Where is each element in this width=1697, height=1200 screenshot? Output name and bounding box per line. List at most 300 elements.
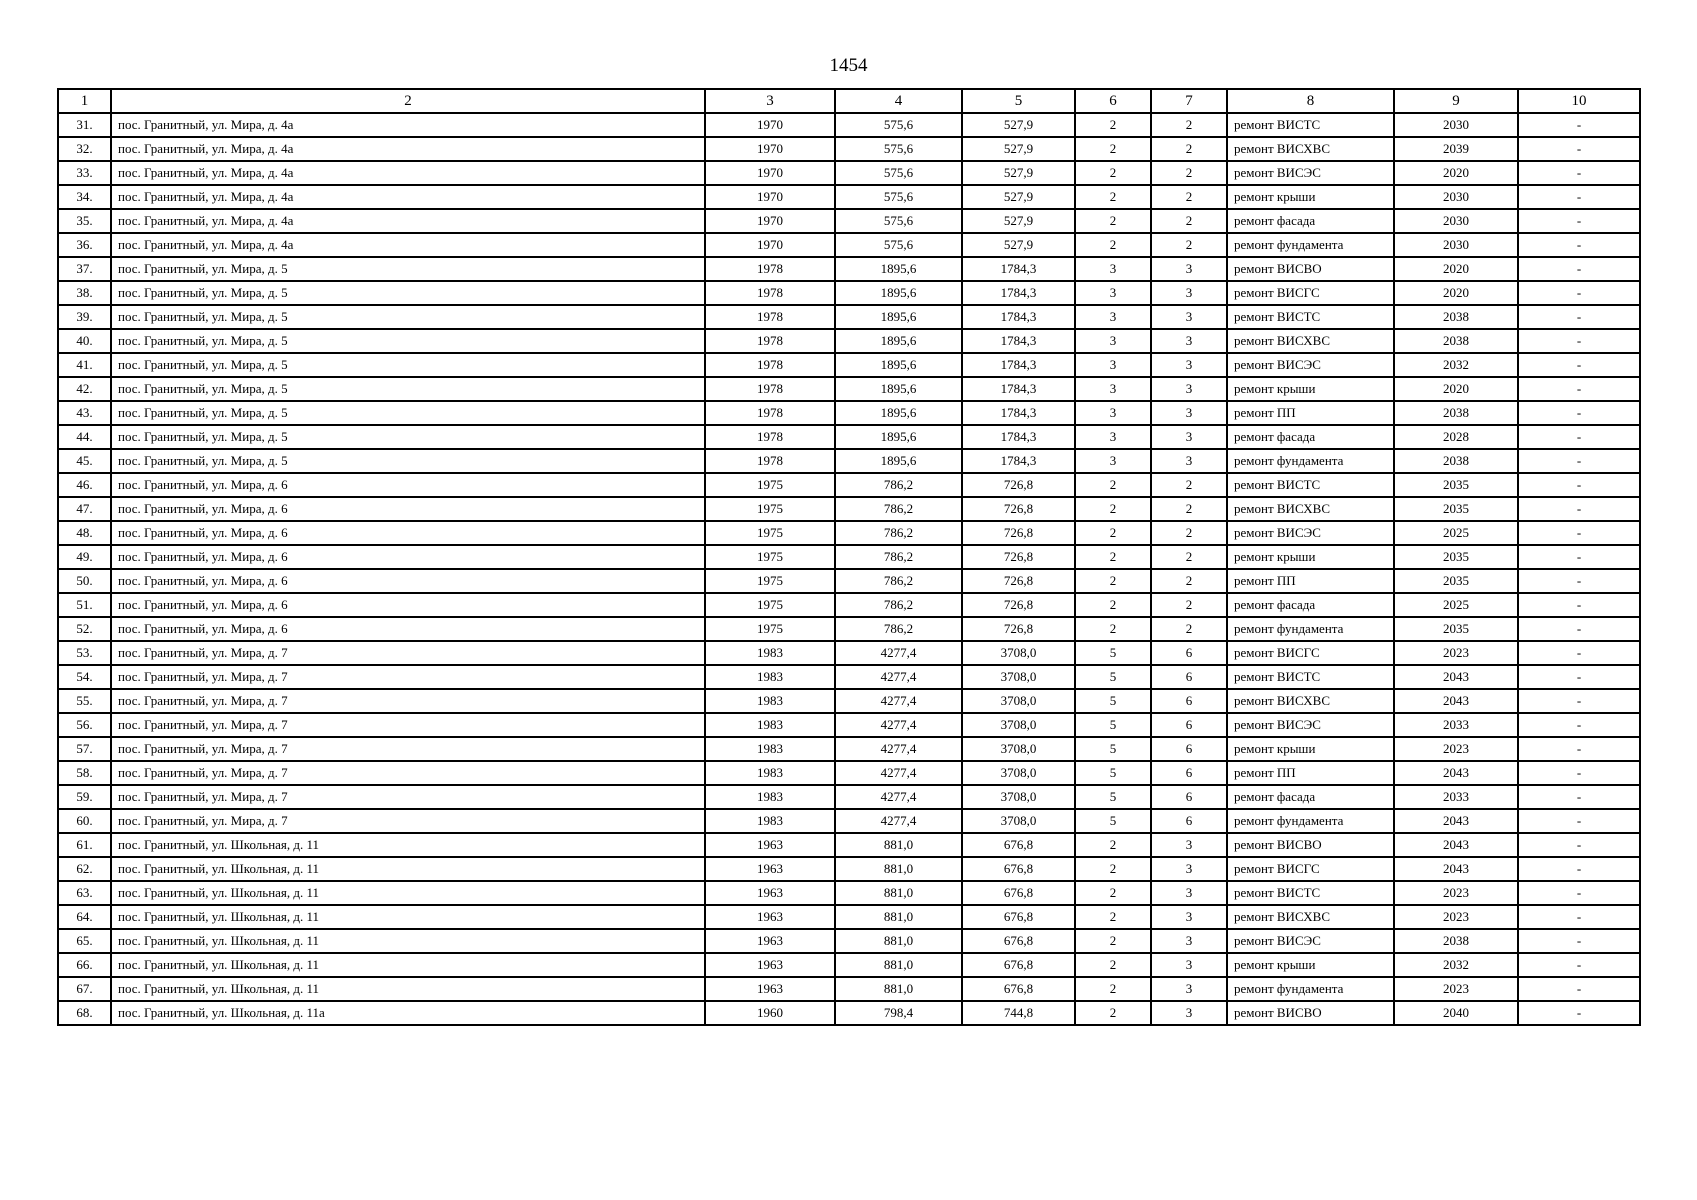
cell-total-area: 4277,4	[835, 641, 962, 665]
cell-planned-year: 2030	[1394, 233, 1518, 257]
cell-row-number: 38.	[58, 281, 111, 305]
cell-living-area: 726,8	[962, 521, 1075, 545]
cell-note: -	[1518, 425, 1640, 449]
cell-planned-year: 2023	[1394, 905, 1518, 929]
cell-floors: 5	[1075, 689, 1151, 713]
cell-entrances: 2	[1151, 137, 1227, 161]
cell-floors: 5	[1075, 665, 1151, 689]
cell-note: -	[1518, 401, 1640, 425]
cell-living-area: 3708,0	[962, 761, 1075, 785]
cell-entrances: 6	[1151, 641, 1227, 665]
cell-entrances: 3	[1151, 425, 1227, 449]
column-header-4: 4	[835, 89, 962, 113]
cell-planned-year: 2035	[1394, 497, 1518, 521]
cell-note: -	[1518, 953, 1640, 977]
cell-living-area: 527,9	[962, 209, 1075, 233]
cell-address: пос. Гранитный, ул. Школьная, д. 11	[111, 929, 705, 953]
cell-entrances: 3	[1151, 449, 1227, 473]
cell-address: пос. Гранитный, ул. Школьная, д. 11	[111, 977, 705, 1001]
cell-planned-year: 2033	[1394, 785, 1518, 809]
cell-row-number: 53.	[58, 641, 111, 665]
cell-address: пос. Гранитный, ул. Мира, д. 5	[111, 401, 705, 425]
cell-year-built: 1970	[705, 233, 835, 257]
cell-floors: 2	[1075, 161, 1151, 185]
cell-floors: 5	[1075, 761, 1151, 785]
cell-address: пос. Гранитный, ул. Мира, д. 4а	[111, 185, 705, 209]
cell-work-type: ремонт ВИСХВС	[1227, 689, 1394, 713]
cell-year-built: 1978	[705, 305, 835, 329]
cell-work-type: ремонт ВИСЭС	[1227, 929, 1394, 953]
cell-planned-year: 2032	[1394, 953, 1518, 977]
cell-year-built: 1983	[705, 737, 835, 761]
cell-planned-year: 2039	[1394, 137, 1518, 161]
cell-year-built: 1963	[705, 977, 835, 1001]
cell-floors: 5	[1075, 809, 1151, 833]
cell-planned-year: 2043	[1394, 833, 1518, 857]
cell-address: пос. Гранитный, ул. Мира, д. 6	[111, 545, 705, 569]
cell-work-type: ремонт ВИСХВС	[1227, 329, 1394, 353]
cell-floors: 2	[1075, 113, 1151, 137]
cell-living-area: 726,8	[962, 593, 1075, 617]
cell-note: -	[1518, 569, 1640, 593]
cell-year-built: 1975	[705, 569, 835, 593]
cell-floors: 2	[1075, 929, 1151, 953]
cell-row-number: 44.	[58, 425, 111, 449]
cell-year-built: 1978	[705, 377, 835, 401]
cell-entrances: 3	[1151, 377, 1227, 401]
cell-note: -	[1518, 857, 1640, 881]
cell-planned-year: 2038	[1394, 401, 1518, 425]
cell-entrances: 6	[1151, 809, 1227, 833]
table-row	[58, 785, 1640, 809]
cell-total-area: 798,4	[835, 1001, 962, 1025]
cell-entrances: 3	[1151, 857, 1227, 881]
cell-note: -	[1518, 761, 1640, 785]
table-row	[58, 953, 1640, 977]
table-row	[58, 881, 1640, 905]
column-header-2: 2	[111, 89, 705, 113]
cell-floors: 2	[1075, 881, 1151, 905]
cell-address: пос. Гранитный, ул. Мира, д. 7	[111, 713, 705, 737]
table-row	[58, 977, 1640, 1001]
cell-total-area: 786,2	[835, 545, 962, 569]
repair-schedule-table	[57, 88, 1641, 1026]
cell-floors: 2	[1075, 617, 1151, 641]
cell-work-type: ремонт крыши	[1227, 545, 1394, 569]
cell-floors: 2	[1075, 593, 1151, 617]
cell-planned-year: 2043	[1394, 689, 1518, 713]
cell-row-number: 54.	[58, 665, 111, 689]
cell-note: -	[1518, 377, 1640, 401]
cell-living-area: 3708,0	[962, 785, 1075, 809]
cell-living-area: 1784,3	[962, 305, 1075, 329]
cell-row-number: 43.	[58, 401, 111, 425]
cell-work-type: ремонт фундамента	[1227, 617, 1394, 641]
cell-year-built: 1963	[705, 881, 835, 905]
cell-row-number: 36.	[58, 233, 111, 257]
cell-row-number: 32.	[58, 137, 111, 161]
cell-work-type: ремонт ВИСХВС	[1227, 497, 1394, 521]
cell-total-area: 4277,4	[835, 761, 962, 785]
cell-row-number: 31.	[58, 113, 111, 137]
cell-total-area: 4277,4	[835, 713, 962, 737]
cell-note: -	[1518, 161, 1640, 185]
cell-entrances: 3	[1151, 953, 1227, 977]
cell-work-type: ремонт фасада	[1227, 209, 1394, 233]
cell-address: пос. Гранитный, ул. Мира, д. 5	[111, 449, 705, 473]
cell-entrances: 2	[1151, 521, 1227, 545]
cell-row-number: 47.	[58, 497, 111, 521]
cell-row-number: 66.	[58, 953, 111, 977]
cell-row-number: 61.	[58, 833, 111, 857]
table-row	[58, 665, 1640, 689]
cell-work-type: ремонт ВИСЭС	[1227, 521, 1394, 545]
cell-planned-year: 2030	[1394, 209, 1518, 233]
cell-address: пос. Гранитный, ул. Мира, д. 5	[111, 257, 705, 281]
cell-note: -	[1518, 209, 1640, 233]
cell-address: пос. Гранитный, ул. Мира, д. 6	[111, 593, 705, 617]
cell-floors: 2	[1075, 137, 1151, 161]
cell-year-built: 1963	[705, 833, 835, 857]
cell-floors: 3	[1075, 305, 1151, 329]
cell-address: пос. Гранитный, ул. Мира, д. 6	[111, 569, 705, 593]
cell-address: пос. Гранитный, ул. Мира, д. 7	[111, 785, 705, 809]
cell-address: пос. Гранитный, ул. Мира, д. 7	[111, 761, 705, 785]
cell-planned-year: 2030	[1394, 185, 1518, 209]
cell-floors: 2	[1075, 473, 1151, 497]
cell-row-number: 39.	[58, 305, 111, 329]
cell-address: пос. Гранитный, ул. Мира, д. 6	[111, 617, 705, 641]
cell-total-area: 575,6	[835, 137, 962, 161]
table-row	[58, 929, 1640, 953]
table-row	[58, 737, 1640, 761]
cell-year-built: 1978	[705, 425, 835, 449]
cell-year-built: 1975	[705, 617, 835, 641]
cell-row-number: 55.	[58, 689, 111, 713]
cell-year-built: 1970	[705, 161, 835, 185]
column-header-9: 9	[1394, 89, 1518, 113]
cell-living-area: 676,8	[962, 833, 1075, 857]
table-row	[58, 833, 1640, 857]
table-row	[58, 857, 1640, 881]
cell-entrances: 3	[1151, 833, 1227, 857]
cell-note: -	[1518, 881, 1640, 905]
table-row	[58, 329, 1640, 353]
cell-year-built: 1983	[705, 761, 835, 785]
cell-total-area: 575,6	[835, 233, 962, 257]
cell-living-area: 527,9	[962, 233, 1075, 257]
cell-living-area: 1784,3	[962, 401, 1075, 425]
cell-work-type: ремонт крыши	[1227, 737, 1394, 761]
cell-year-built: 1983	[705, 665, 835, 689]
cell-work-type: ремонт ВИСГС	[1227, 641, 1394, 665]
cell-note: -	[1518, 689, 1640, 713]
cell-entrances: 3	[1151, 305, 1227, 329]
cell-planned-year: 2038	[1394, 929, 1518, 953]
cell-note: -	[1518, 497, 1640, 521]
cell-note: -	[1518, 1001, 1640, 1025]
cell-work-type: ремонт ПП	[1227, 569, 1394, 593]
cell-note: -	[1518, 809, 1640, 833]
cell-note: -	[1518, 713, 1640, 737]
column-header-6: 6	[1075, 89, 1151, 113]
cell-row-number: 65.	[58, 929, 111, 953]
column-header-7: 7	[1151, 89, 1227, 113]
cell-year-built: 1983	[705, 785, 835, 809]
cell-row-number: 63.	[58, 881, 111, 905]
cell-row-number: 33.	[58, 161, 111, 185]
cell-work-type: ремонт фасада	[1227, 785, 1394, 809]
cell-planned-year: 2038	[1394, 449, 1518, 473]
cell-floors: 3	[1075, 353, 1151, 377]
cell-note: -	[1518, 185, 1640, 209]
cell-floors: 2	[1075, 905, 1151, 929]
cell-work-type: ремонт фундамента	[1227, 449, 1394, 473]
cell-year-built: 1978	[705, 257, 835, 281]
cell-note: -	[1518, 977, 1640, 1001]
table-row	[58, 809, 1640, 833]
cell-address: пос. Гранитный, ул. Мира, д. 7	[111, 809, 705, 833]
cell-entrances: 6	[1151, 761, 1227, 785]
table-row	[58, 545, 1640, 569]
cell-work-type: ремонт ВИСЭС	[1227, 161, 1394, 185]
cell-row-number: 56.	[58, 713, 111, 737]
table-row	[58, 497, 1640, 521]
cell-note: -	[1518, 905, 1640, 929]
cell-note: -	[1518, 113, 1640, 137]
cell-living-area: 3708,0	[962, 689, 1075, 713]
cell-row-number: 46.	[58, 473, 111, 497]
cell-total-area: 4277,4	[835, 785, 962, 809]
table-row	[58, 569, 1640, 593]
cell-living-area: 3708,0	[962, 737, 1075, 761]
cell-note: -	[1518, 665, 1640, 689]
cell-address: пос. Гранитный, ул. Школьная, д. 11	[111, 953, 705, 977]
cell-living-area: 1784,3	[962, 329, 1075, 353]
cell-planned-year: 2043	[1394, 665, 1518, 689]
cell-entrances: 2	[1151, 209, 1227, 233]
cell-total-area: 1895,6	[835, 401, 962, 425]
cell-planned-year: 2040	[1394, 1001, 1518, 1025]
cell-row-number: 62.	[58, 857, 111, 881]
cell-living-area: 726,8	[962, 545, 1075, 569]
cell-note: -	[1518, 545, 1640, 569]
cell-entrances: 2	[1151, 233, 1227, 257]
cell-work-type: ремонт крыши	[1227, 377, 1394, 401]
table-row	[58, 617, 1640, 641]
cell-floors: 2	[1075, 521, 1151, 545]
page-number: 1454	[829, 55, 868, 76]
cell-address: пос. Гранитный, ул. Мира, д. 7	[111, 737, 705, 761]
table-row	[58, 257, 1640, 281]
cell-planned-year: 2023	[1394, 977, 1518, 1001]
cell-floors: 3	[1075, 329, 1151, 353]
cell-entrances: 2	[1151, 185, 1227, 209]
cell-address: пос. Гранитный, ул. Школьная, д. 11а	[111, 1001, 705, 1025]
cell-year-built: 1970	[705, 185, 835, 209]
cell-year-built: 1975	[705, 497, 835, 521]
table-row	[58, 641, 1640, 665]
cell-living-area: 676,8	[962, 881, 1075, 905]
cell-work-type: ремонт ВИСГС	[1227, 281, 1394, 305]
table-row	[58, 353, 1640, 377]
cell-work-type: ремонт ВИСХВС	[1227, 137, 1394, 161]
cell-entrances: 2	[1151, 569, 1227, 593]
table-row	[58, 305, 1640, 329]
cell-planned-year: 2020	[1394, 161, 1518, 185]
cell-address: пос. Гранитный, ул. Мира, д. 4а	[111, 161, 705, 185]
cell-floors: 5	[1075, 785, 1151, 809]
cell-year-built: 1978	[705, 449, 835, 473]
table-row	[58, 761, 1640, 785]
cell-total-area: 881,0	[835, 833, 962, 857]
cell-year-built: 1978	[705, 329, 835, 353]
cell-floors: 5	[1075, 713, 1151, 737]
cell-living-area: 527,9	[962, 137, 1075, 161]
table-row	[58, 1001, 1640, 1025]
cell-planned-year: 2020	[1394, 281, 1518, 305]
cell-work-type: ремонт ВИСТС	[1227, 305, 1394, 329]
cell-entrances: 3	[1151, 929, 1227, 953]
cell-entrances: 3	[1151, 977, 1227, 1001]
cell-year-built: 1960	[705, 1001, 835, 1025]
cell-row-number: 49.	[58, 545, 111, 569]
cell-work-type: ремонт фасада	[1227, 425, 1394, 449]
cell-entrances: 3	[1151, 1001, 1227, 1025]
cell-year-built: 1970	[705, 113, 835, 137]
cell-row-number: 68.	[58, 1001, 111, 1025]
cell-address: пос. Гранитный, ул. Мира, д. 4а	[111, 137, 705, 161]
cell-year-built: 1975	[705, 593, 835, 617]
cell-note: -	[1518, 281, 1640, 305]
cell-entrances: 6	[1151, 785, 1227, 809]
table-row	[58, 425, 1640, 449]
cell-total-area: 786,2	[835, 617, 962, 641]
cell-total-area: 881,0	[835, 905, 962, 929]
cell-total-area: 881,0	[835, 977, 962, 1001]
cell-living-area: 1784,3	[962, 377, 1075, 401]
table-row	[58, 281, 1640, 305]
table-body	[58, 113, 1640, 1025]
cell-year-built: 1975	[705, 473, 835, 497]
cell-total-area: 575,6	[835, 161, 962, 185]
cell-living-area: 1784,3	[962, 449, 1075, 473]
cell-planned-year: 2025	[1394, 593, 1518, 617]
cell-address: пос. Гранитный, ул. Школьная, д. 11	[111, 833, 705, 857]
cell-note: -	[1518, 929, 1640, 953]
cell-floors: 2	[1075, 497, 1151, 521]
cell-floors: 3	[1075, 377, 1151, 401]
cell-work-type: ремонт фундамента	[1227, 233, 1394, 257]
cell-work-type: ремонт фундамента	[1227, 977, 1394, 1001]
cell-work-type: ремонт ВИСТС	[1227, 881, 1394, 905]
cell-total-area: 1895,6	[835, 329, 962, 353]
cell-row-number: 52.	[58, 617, 111, 641]
cell-year-built: 1983	[705, 809, 835, 833]
cell-planned-year: 2023	[1394, 881, 1518, 905]
table-row	[58, 401, 1640, 425]
cell-year-built: 1978	[705, 401, 835, 425]
table-row	[58, 713, 1640, 737]
cell-address: пос. Гранитный, ул. Мира, д. 5	[111, 329, 705, 353]
cell-living-area: 726,8	[962, 497, 1075, 521]
cell-address: пос. Гранитный, ул. Мира, д. 6	[111, 473, 705, 497]
column-header-8: 8	[1227, 89, 1394, 113]
cell-entrances: 2	[1151, 473, 1227, 497]
cell-planned-year: 2043	[1394, 809, 1518, 833]
cell-address: пос. Гранитный, ул. Школьная, д. 11	[111, 857, 705, 881]
cell-work-type: ремонт ПП	[1227, 401, 1394, 425]
table-row	[58, 137, 1640, 161]
cell-entrances: 3	[1151, 353, 1227, 377]
cell-work-type: ремонт ВИСВО	[1227, 1001, 1394, 1025]
column-header-10: 10	[1518, 89, 1640, 113]
cell-planned-year: 2020	[1394, 377, 1518, 401]
cell-living-area: 1784,3	[962, 353, 1075, 377]
cell-living-area: 676,8	[962, 905, 1075, 929]
cell-planned-year: 2020	[1394, 257, 1518, 281]
column-header-1: 1	[58, 89, 111, 113]
cell-row-number: 40.	[58, 329, 111, 353]
cell-note: -	[1518, 137, 1640, 161]
cell-entrances: 2	[1151, 617, 1227, 641]
cell-floors: 3	[1075, 449, 1151, 473]
cell-planned-year: 2025	[1394, 521, 1518, 545]
cell-note: -	[1518, 593, 1640, 617]
cell-note: -	[1518, 449, 1640, 473]
cell-total-area: 786,2	[835, 569, 962, 593]
cell-total-area: 786,2	[835, 593, 962, 617]
cell-note: -	[1518, 521, 1640, 545]
table-row	[58, 113, 1640, 137]
cell-living-area: 676,8	[962, 857, 1075, 881]
cell-entrances: 3	[1151, 401, 1227, 425]
cell-living-area: 726,8	[962, 569, 1075, 593]
cell-address: пос. Гранитный, ул. Мира, д. 6	[111, 521, 705, 545]
cell-planned-year: 2035	[1394, 569, 1518, 593]
cell-floors: 2	[1075, 185, 1151, 209]
cell-living-area: 676,8	[962, 977, 1075, 1001]
column-header-3: 3	[705, 89, 835, 113]
cell-living-area: 1784,3	[962, 257, 1075, 281]
cell-entrances: 6	[1151, 689, 1227, 713]
cell-total-area: 575,6	[835, 113, 962, 137]
cell-living-area: 527,9	[962, 161, 1075, 185]
cell-address: пос. Гранитный, ул. Школьная, д. 11	[111, 881, 705, 905]
cell-living-area: 3708,0	[962, 809, 1075, 833]
cell-total-area: 881,0	[835, 881, 962, 905]
cell-total-area: 575,6	[835, 209, 962, 233]
cell-work-type: ремонт фасада	[1227, 593, 1394, 617]
cell-total-area: 1895,6	[835, 425, 962, 449]
cell-work-type: ремонт ВИСВО	[1227, 833, 1394, 857]
cell-note: -	[1518, 617, 1640, 641]
cell-row-number: 50.	[58, 569, 111, 593]
cell-entrances: 3	[1151, 281, 1227, 305]
cell-row-number: 45.	[58, 449, 111, 473]
cell-note: -	[1518, 833, 1640, 857]
cell-row-number: 42.	[58, 377, 111, 401]
cell-note: -	[1518, 353, 1640, 377]
cell-year-built: 1970	[705, 137, 835, 161]
cell-row-number: 57.	[58, 737, 111, 761]
cell-row-number: 34.	[58, 185, 111, 209]
cell-total-area: 4277,4	[835, 689, 962, 713]
cell-floors: 3	[1075, 281, 1151, 305]
cell-entrances: 3	[1151, 257, 1227, 281]
cell-year-built: 1975	[705, 545, 835, 569]
table-row	[58, 449, 1640, 473]
